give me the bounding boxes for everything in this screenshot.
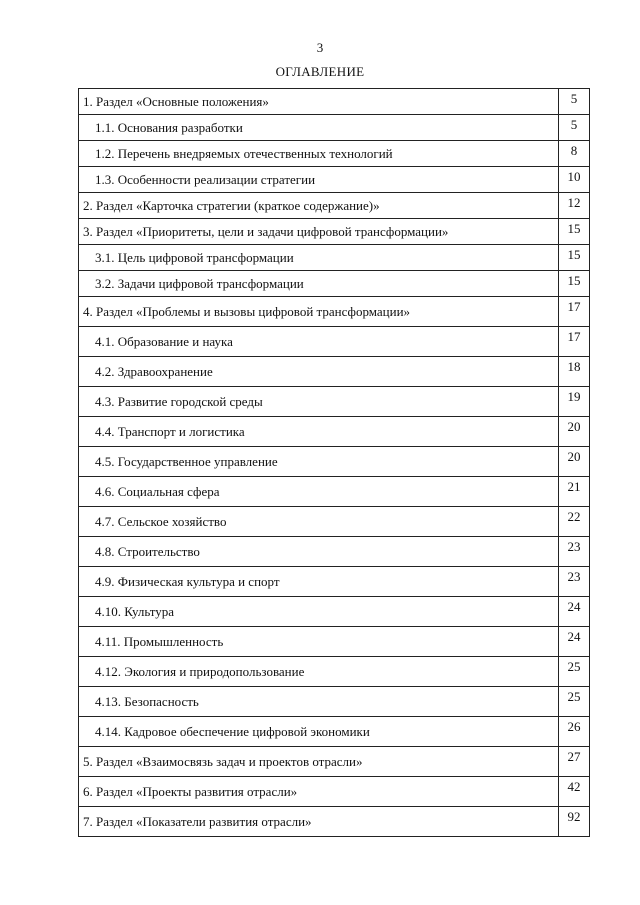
toc-entry-title: 4.5. Государственное управление: [79, 447, 559, 477]
toc-row: [79, 507, 590, 537]
toc-entry-title: 1. Раздел «Основные положения»: [79, 89, 559, 115]
toc-entry-title: 4.3. Развитие городской среды: [79, 387, 559, 417]
toc-row: [79, 537, 590, 567]
toc-row: [79, 747, 590, 777]
toc-row: [79, 687, 590, 717]
toc-entry-page: 24: [559, 627, 590, 657]
toc-entry-page: 5: [559, 89, 590, 115]
toc-entry-title: 4.8. Строительство: [79, 537, 559, 567]
toc-entry-title: 5. Раздел «Взаимосвязь задач и проектов отрасли»: [79, 747, 559, 777]
toc-entry-page: 92: [559, 807, 590, 837]
toc-entry-title: 4.7. Сельское хозяйство: [79, 507, 559, 537]
toc-entry-title: 3.2. Задачи цифровой трансформации: [79, 271, 559, 297]
toc-row: [79, 447, 590, 477]
toc-entry-title: 4. Раздел «Проблемы и вызовы цифровой трансформации»: [79, 297, 559, 327]
toc-entry-title: 4.9. Физическая культура и спорт: [79, 567, 559, 597]
toc-row: [79, 807, 590, 837]
toc-row: [79, 245, 590, 271]
toc-row: [79, 89, 590, 115]
toc-entry-title: 4.4. Транспорт и логистика: [79, 417, 559, 447]
toc-entry-page: 12: [559, 193, 590, 219]
toc-entry-page: 15: [559, 271, 590, 297]
toc-entry-title: 6. Раздел «Проекты развития отрасли»: [79, 777, 559, 807]
toc-row: [79, 477, 590, 507]
toc-row: [79, 567, 590, 597]
toc-row: [79, 417, 590, 447]
toc-row: [79, 777, 590, 807]
toc-entry-page: 24: [559, 597, 590, 627]
toc-row: [79, 141, 590, 167]
toc-row: [79, 387, 590, 417]
toc-entry-title: 7. Раздел «Показатели развития отрасли»: [79, 807, 559, 837]
toc-row: [79, 357, 590, 387]
toc-title: ОГЛАВЛЕНИЕ: [275, 64, 365, 79]
toc-row: [79, 627, 590, 657]
toc-entry-page: 15: [559, 245, 590, 271]
toc-row: [79, 271, 590, 297]
toc-entry-title: 3. Раздел «Приоритеты, цели и задачи цифровой трансформации»: [79, 219, 559, 245]
toc-entry-page: 5: [559, 115, 590, 141]
toc-entry-page: 15: [559, 219, 590, 245]
toc-entry-title: 4.14. Кадровое обеспечение цифровой экономики: [79, 717, 559, 747]
toc-row: [79, 167, 590, 193]
toc-entry-page: 25: [559, 687, 590, 717]
toc-row: [79, 297, 590, 327]
toc-row: [79, 717, 590, 747]
toc-entry-title: 4.6. Социальная сфера: [79, 477, 559, 507]
toc-entry-page: 20: [559, 447, 590, 477]
toc-entry-page: 20: [559, 417, 590, 447]
toc-entry-title: 1.1. Основания разработки: [79, 115, 559, 141]
toc-entry-title: 3.1. Цель цифровой трансформации: [79, 245, 559, 271]
toc-row: [79, 597, 590, 627]
toc-entry-title: 1.3. Особенности реализации стратегии: [79, 167, 559, 193]
toc-entry-title: 2. Раздел «Карточка стратегии (краткое содержание)»: [79, 193, 559, 219]
toc-entry-title: 4.1. Образование и наука: [79, 327, 559, 357]
toc-entry-page: 23: [559, 537, 590, 567]
toc-entry-title: 4.13. Безопасность: [79, 687, 559, 717]
toc-entry-page: 21: [559, 477, 590, 507]
toc-entry-page: 25: [559, 657, 590, 687]
toc-row: [79, 193, 590, 219]
toc-entry-page: 27: [559, 747, 590, 777]
toc-entry-page: 8: [559, 141, 590, 167]
toc-row: [79, 657, 590, 687]
toc-entry-title: 4.2. Здравоохранение: [79, 357, 559, 387]
toc-entry-title: 4.10. Культура: [79, 597, 559, 627]
page-number: 3: [316, 40, 324, 55]
toc-entry-page: 23: [559, 567, 590, 597]
toc-entry-page: 10: [559, 167, 590, 193]
toc-entry-title: 4.12. Экология и природопользование: [79, 657, 559, 687]
toc-row: [79, 115, 590, 141]
toc-entry-page: 26: [559, 717, 590, 747]
toc-entry-page: 18: [559, 357, 590, 387]
toc-entry-page: 17: [559, 327, 590, 357]
table-of-contents: [78, 88, 590, 837]
toc-row: [79, 219, 590, 245]
toc-entry-page: 19: [559, 387, 590, 417]
toc-entry-title: 1.2. Перечень внедряемых отечественных технологий: [79, 141, 559, 167]
toc-entry-page: 22: [559, 507, 590, 537]
toc-entry-page: 42: [559, 777, 590, 807]
toc-row: [79, 327, 590, 357]
toc-entry-title: 4.11. Промышленность: [79, 627, 559, 657]
toc-entry-page: 17: [559, 297, 590, 327]
